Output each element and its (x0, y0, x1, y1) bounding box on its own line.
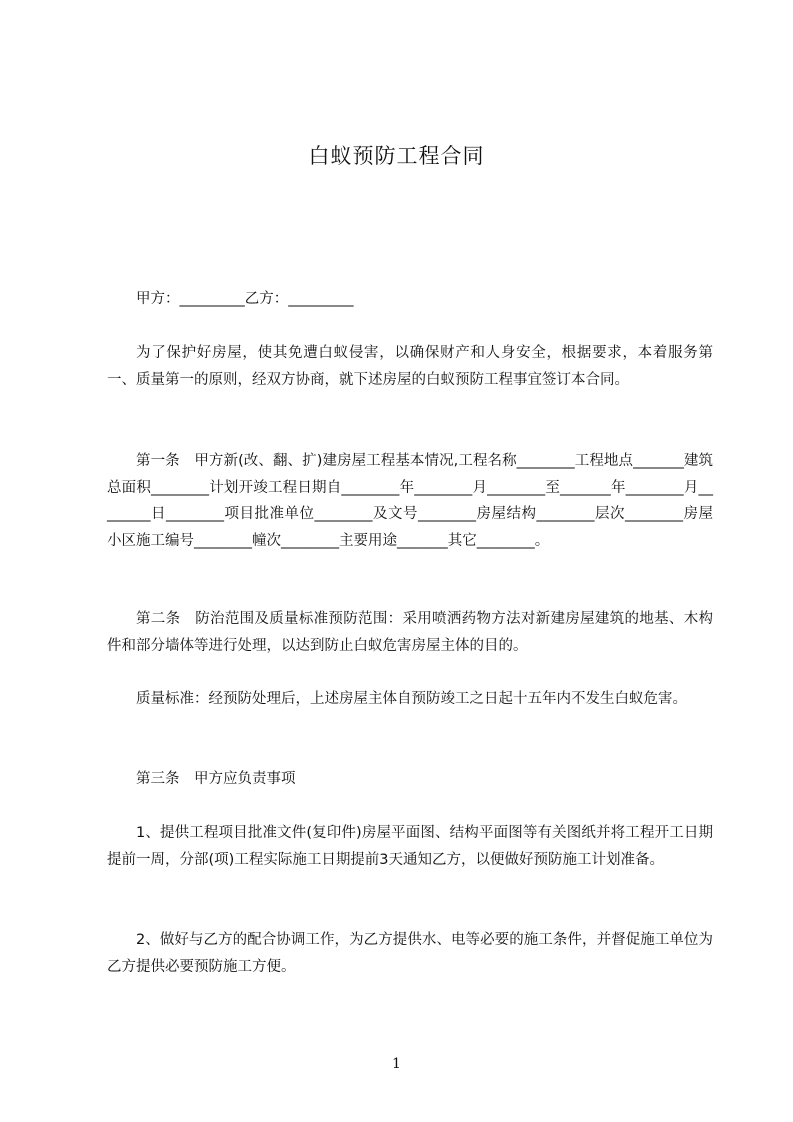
intro-paragraph: 为了保护好房屋，使其免遭白蚁侵害，以确保财产和人身安全，根据要求，本着服务第一、质量第一的原则，经双方协商，就下述房屋的白蚁预防工程事宜签订本合同。 (107, 345, 713, 388)
quality-standard-paragraph: 质量标准：经预防处理后，上述房屋主体自预防竣工之日起十五年内不发生白蚁危害。 (136, 691, 687, 707)
article-3-item-1: 1、提供工程项目批准文件(复印件)房屋平面图、结构平面图等有关图纸并将工程开工日期提前一周，分部(项)工程实际施工日期提前3天通知乙方，以便做好预防施工计划准备。 (107, 825, 713, 868)
article-2-paragraph: 第二条 防治范围及质量标准预防范围：采用喷洒药物方法对新建房屋建筑的地基、木构件和部分墙体等进行处理，以达到防止白蚁危害房屋主体的目的。 (107, 611, 713, 654)
parties-line: 甲方：_________乙方：_________ (136, 291, 354, 307)
page-number: 1 (392, 1056, 401, 1072)
article-3-heading: 第三条 甲方应负责事项 (136, 771, 296, 787)
article-3-item-2: 2、做好与乙方的配合协调工作，为乙方提供水、电等必要的施工条件，并督促施工单位为乙方提供必要预防施工方便。 (107, 932, 713, 975)
article-1-paragraph: 第一条 甲方新(改、翻、扩)建房屋工程基本情况,工程名称________工程地点_______建筑总面积________计划开竣工程日期自________年________月________至_______年________月________日________项目批准单位________及文号________房屋结构________层次________房屋小区施工编号________幢次________主要用途_______其它________。 (107, 453, 713, 549)
contract-title: 白蚁预防工程合同 (308, 144, 485, 168)
